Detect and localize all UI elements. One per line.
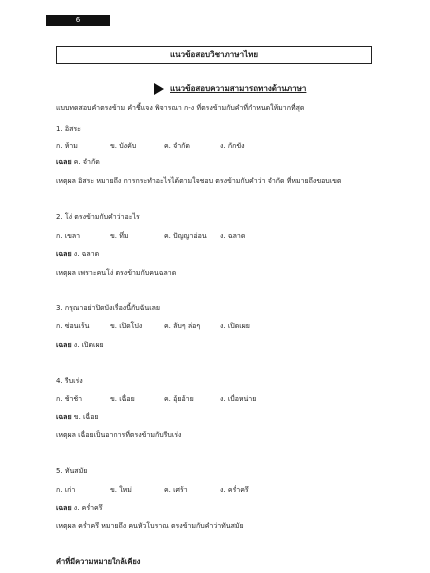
explanation-5: เหตุผล คร่ำครึ หมายถึง คนหัวโบราณ ตรงข้ามกับคำว่าทันสมัย (56, 522, 244, 530)
option: ข. เฉื่อย (110, 395, 135, 403)
answer-label: เฉลย (56, 158, 72, 166)
option: ก. ช้าช้า (56, 395, 83, 403)
question-5: 5. ทันสมัย (56, 467, 88, 475)
section-heading (154, 82, 306, 95)
answer-value: ค. จำกัด (73, 158, 100, 166)
answer-label: เฉลย (56, 504, 72, 512)
answer-label: เฉลย (56, 250, 72, 258)
option: ข. เปิดโปง (110, 322, 143, 330)
answer-5 (56, 503, 102, 513)
explanation-2: เหตุผล เพราะคนโง่ ตรงข้ามกับคนฉลาด (56, 269, 177, 277)
answer-3 (56, 340, 104, 350)
instruction-text: แบบทดสอบคำตรงข้าม คำชี้แจง พิจารณา ก-ง ที่ตรงข้ามกับคำที่กำหนดให้มากที่สุด (56, 104, 305, 112)
explanation-1: เหตุผล อิสระ หมายถึง การกระทำอะไรได้ตามใจชอบ ตรงข้ามกับคำว่า จำกัด ที่หมายถึงขอบเขต (56, 177, 342, 185)
option: ค. จำกัด (164, 142, 190, 150)
option: ก. ซ่อนเร้น (56, 322, 90, 330)
answer-value: ข. เฉื่อย (73, 413, 99, 421)
explanation-4: เหตุผล เฉื่อยเป็นอาการที่ตรงข้ามกับรีบเร่ง (56, 431, 182, 439)
option: ก. เขลา (56, 232, 81, 240)
question-4: 4. รีบเร่ง (56, 377, 83, 385)
answer-value: ง. คร่ำครึ (73, 504, 103, 512)
question-2: 2. โง่ ตรงข้ามกับคำว่าอะไร (56, 213, 140, 221)
answer-label: เฉลย (56, 341, 72, 349)
option: ค. ลับๆ ล่อๆ (164, 322, 201, 330)
option: ข. ใหม่ (110, 486, 132, 494)
answer-value: ง. ฉลาด (73, 250, 100, 258)
answer-1 (56, 157, 100, 167)
question-1: 1. อิสระ (56, 125, 81, 133)
page-title: แนวข้อสอบวิชาภาษาไทย (56, 46, 372, 64)
arrow-bullet-icon (154, 83, 164, 95)
option: ง. ฉลาด (220, 232, 246, 240)
answer-value: ง. เปิดเผย (73, 341, 104, 349)
option: ก. เก่า (56, 486, 76, 494)
option: ง. เบื่อหน่าย (220, 395, 257, 403)
option: ค. ปัญญาอ่อน (164, 232, 207, 240)
option: ข. บังคับ (110, 142, 137, 150)
page-number-tab: 6 (46, 15, 110, 26)
subsection-heading: คำที่มีความหมายใกล้เคียง (56, 557, 141, 566)
option: ก. ห้าม (56, 142, 78, 150)
option: ค. อุ้ยอ้าย (164, 395, 194, 403)
option: ง. คร่ำครึ (220, 486, 249, 494)
answer-4 (56, 412, 99, 422)
option: ง. เปิดเผย (220, 322, 250, 330)
section-heading-text: แนวข้อสอบความสามารถทางด้านภาษา (170, 84, 307, 93)
option: ง. กักขัง (220, 142, 245, 150)
option: ค. เศร้า (164, 486, 188, 494)
answer-2 (56, 249, 99, 259)
question-3: 3. กรุณาอย่าปิดบังเรื่องนี้กับฉันเลย (56, 304, 160, 312)
answer-label: เฉลย (56, 413, 72, 421)
option: ข. ทึ่ม (110, 232, 129, 240)
